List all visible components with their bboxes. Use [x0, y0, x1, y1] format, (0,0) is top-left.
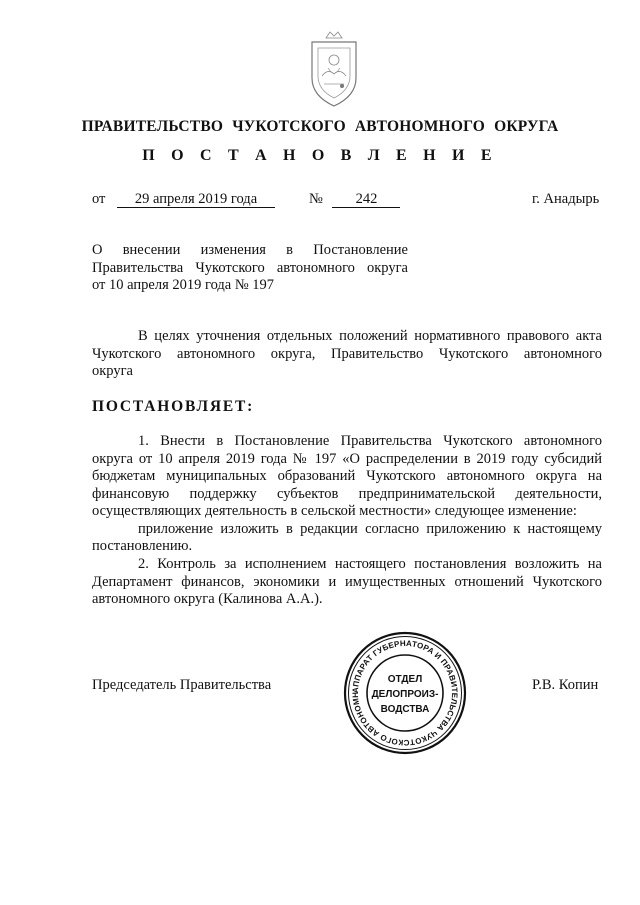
- number-field: [309, 191, 400, 208]
- document-type: П О С Т А Н О В Л Е Н И Е: [142, 147, 498, 164]
- decree-word: ПОСТАНОВЛЯЕТ:: [92, 398, 255, 415]
- city: г. Анадырь: [532, 191, 600, 207]
- item-1-sub-line: приложение изложить в редакции согласно приложению к настоящему: [138, 520, 602, 537]
- stamp-center-line: ДЕЛОПРОИЗ-: [371, 689, 439, 700]
- preamble-line: В целях уточнения отдельных положений нормативного правового акта: [138, 328, 602, 344]
- document-date: 29 апреля 2019 года: [117, 192, 275, 208]
- organization-title: ПРАВИТЕЛЬСТВО ЧУКОТСКОГО АВТОНОМНОГО ОКРУГА: [81, 118, 559, 135]
- item-2-line: автономного округа (Калинова А.А.).: [92, 591, 323, 607]
- item-1-line: осуществляющих деятельность в сельской местности» следующее изменение:: [92, 503, 577, 519]
- document-number: 242: [332, 192, 400, 208]
- document-subject: [92, 242, 408, 295]
- preamble-line: округа: [92, 363, 133, 379]
- subject-line: Правительства Чукотского автономного округа: [92, 259, 408, 276]
- stamp-center-line: ВОДСТВА: [380, 704, 430, 715]
- item-2-line: 2. Контроль за исполнением настоящего постановления возложить на: [138, 556, 602, 572]
- item-1-paragraph: [92, 433, 602, 556]
- number-prefix: №: [309, 191, 323, 207]
- date-field: [92, 191, 275, 208]
- date-prefix: от: [92, 191, 106, 207]
- stamp-ring-text: АППАРАТ ГУБЕРНАТОРА И ПРАВИТЕЛЬСТВА ЧУКОТСКОГО АВТОНОМН: [350, 638, 460, 748]
- item-1-sub-line: постановлению.: [92, 538, 193, 554]
- item-1-line: округа от 10 апреля 2019 года № 197 «О распределении в 2019 году субсидий: [92, 450, 602, 467]
- preamble-paragraph: [92, 328, 602, 381]
- item-2-line: Департамент финансов, экономики и имущественных отношений Чукотского: [92, 573, 602, 590]
- preamble-line: Чукотского автономного округа, Правительство Чукотского автономного: [92, 345, 602, 362]
- coat-of-arms-emblem: [298, 30, 370, 112]
- stamp-center-line: ОТДЕЛ: [387, 674, 423, 685]
- item-1-line: бюджетам муниципальных образований Чукотского автономного округа на: [92, 468, 602, 484]
- subject-line: от 10 апреля 2019 года № 197: [92, 277, 275, 293]
- item-2-paragraph: [92, 556, 602, 609]
- signatory-name: Р.В. Копин: [532, 677, 599, 693]
- signatory-position: Председатель Правительства: [92, 677, 272, 693]
- subject-line: О внесении изменения в Постановление: [92, 242, 408, 258]
- item-1-line: финансовую поддержку субъектов предпринимательской деятельности,: [92, 485, 602, 502]
- office-stamp: [342, 630, 468, 756]
- item-1-line: 1. Внести в Постановление Правительства Чукотского автономного: [138, 433, 602, 449]
